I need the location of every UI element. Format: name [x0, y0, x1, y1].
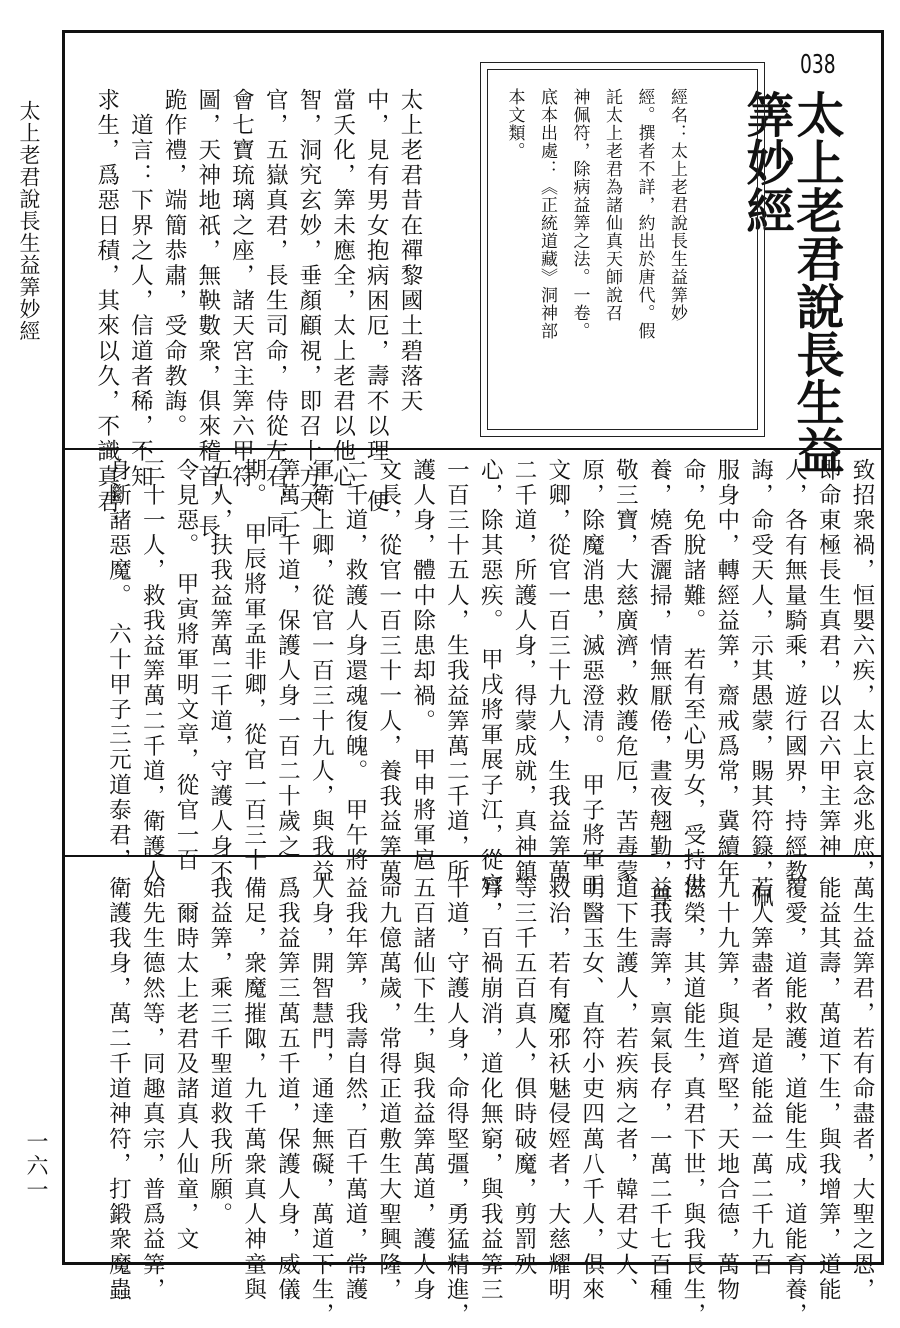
text-column: 萬生益筭君，若有命盡者，大聖之恩，: [849, 876, 875, 1303]
text-column: 文長，從官一百三十一人，養我益筭萬: [375, 458, 402, 885]
text-column: 身斷諸惡魔。 六十甲子三元道泰君，: [105, 458, 132, 874]
text-column: 筭萬二千道，保護人身一百二十歲之: [274, 458, 301, 860]
text-column: 跪作禮，端簡恭肅，受命教誨。: [161, 88, 188, 440]
text-column: 致招衆禍，恒嬰六疾，太上哀念兆庶，: [849, 458, 875, 885]
text-column: 殍，百禍崩消，道化無窮，與我益筭三: [477, 876, 504, 1303]
text-column: 覆愛，道能救護，道能生成，道能育養，: [781, 876, 808, 1328]
text-column: 即命東極長生真君，以召六甲主筭神: [815, 458, 842, 860]
text-column: 五百諸仙下生，與我益筭萬道，護人身: [409, 876, 436, 1303]
text-column: 始先生德然等，同趣真宗，普爲益筭，: [139, 876, 166, 1303]
text-column: 智，洞究玄妙，垂顏顧視，即召十方天: [295, 88, 322, 515]
text-column: 經。撰者不詳，約出於唐代。假: [634, 88, 655, 340]
text-column: 求生，爲惡日積，其來以久，不識真君，: [93, 88, 120, 540]
text-column: 人，各有無量騎乘，遊行國界，持經教: [781, 458, 808, 885]
text-column: 令見惡。 甲寅將軍明文章，從官一百: [173, 458, 199, 874]
text-column: 當夭化，筭未應全，太上老君以他心: [329, 88, 356, 490]
title-line-2: 筭妙經: [738, 90, 794, 234]
text-column: 命九億萬歲，常得正道敷生大聖興隆，: [375, 876, 402, 1303]
page-number: 一六一: [23, 1130, 48, 1202]
text-column: 三十一人，救我益筭萬二千道，衛護人: [139, 458, 166, 885]
text-column: 道下生護人，若疾病之者，韓君丈人、: [612, 876, 639, 1303]
text-column: 道言：下界之人，信道者稀，不知: [127, 88, 154, 490]
text-column: 爾時太上老君及諸真人仙童，文: [173, 876, 199, 1253]
text-column: 太上老君昔在禪黎國土碧落天: [397, 88, 423, 415]
text-column: 爲我益筭三萬五千道，保護人身，威儀: [274, 876, 301, 1303]
text-column: 期。 甲辰將軍孟非卿，從官一百三十: [240, 458, 267, 874]
text-column: 經名：太上老君說長生益筭妙: [667, 88, 687, 322]
text-column: 益我壽筭，禀氣長存，一萬二千七百種: [646, 876, 673, 1303]
text-column: 底本出處：《正統道藏》洞神部: [537, 88, 557, 340]
title-line-1: 太上老君說長生益: [788, 90, 844, 474]
text-column: 等三千五百真人，俱時破魔，剪罰殃: [511, 876, 537, 1278]
text-column: 圖，天神地祇，無鞅數衆，俱來稽首，長: [194, 88, 221, 540]
text-column: 會七寶琉璃之座，諸天宮主筭六甲符: [228, 88, 255, 490]
text-column: 若人筭盡者，是道能益一萬二千九百: [747, 876, 774, 1278]
text-column: 益我年筭，我壽自然，百千萬道，常護: [342, 876, 368, 1303]
text-column: 官，五嶽真君，長生司命，侍從左右，同: [262, 88, 289, 540]
text-column: 備足，衆魔摧陬，九千萬衆真人神童與: [240, 876, 267, 1303]
text-column: 二千道，所護人身，得蒙成就，真神鎮: [511, 458, 537, 885]
text-column: 中，見有男女抱病困厄，壽不以理，便: [363, 88, 390, 515]
text-column: 救治，若有魔邪袄魅侵娙者，大慈耀明: [544, 876, 571, 1303]
text-column: 滋榮，其道能生，真君下世，與我長生，: [680, 876, 706, 1328]
text-column: 千道，守護人身，命得堅彊，勇猛精進，: [443, 876, 470, 1328]
text-column: 文卿，從官一百三十九人，生我益筭萬: [544, 458, 571, 885]
text-column: 二千道，救護人身還魂復魄。 甲午將: [342, 458, 368, 874]
text-column: 敬三寶，大慈廣濟，救護危厄，苦毒蒙: [612, 458, 639, 885]
text-column: 本文類。: [504, 88, 525, 160]
text-column: 服身中，轉經益筭，齋戒爲常，冀續年: [713, 458, 740, 885]
text-column: 命，免脫諸難。 若有至心男女，受持供: [680, 458, 706, 899]
text-column: 護人身，體中除患却禍。 甲申將軍扈: [409, 458, 436, 874]
text-column: 九十九筭，與道齊堅，天地合德，萬物: [713, 876, 740, 1303]
row-divider-1: [62, 448, 884, 450]
running-title: 太上老君說長生益筭妙經: [17, 100, 41, 342]
text-column: 原，除魔消患，滅惡澄清。 甲子將軍王: [578, 458, 605, 899]
text-column: 神佩符，除病益筭之法。一卷。: [569, 88, 590, 340]
text-column: 託太上老君為諸仙真天師說召: [602, 88, 622, 322]
text-column: 心，除其惡疾。 甲戌將軍展子江，從官: [477, 458, 504, 899]
text-column: 五人，扶我益筭萬二千道，守護人身不: [206, 458, 233, 885]
text-column: 養，燒香灑掃，情無厭倦，晝夜翹勤，尊: [646, 458, 673, 910]
text-column: 明醫玉女、直符小吏四萬八千人，俱來: [578, 876, 605, 1303]
text-column: 能益其壽，萬道下生，與我增筭，道能: [815, 876, 842, 1303]
section-number: 038: [800, 50, 836, 80]
text-column: 人身，開智慧門，通達無礙，萬道下生，: [308, 876, 335, 1328]
text-column: 軍衛上卿，從官一百三十九人，與我益: [308, 458, 335, 885]
text-column: 衛護我身，萬二千道神符，打鍛衆魔蟲: [105, 876, 132, 1303]
text-column: 誨，命受天人，示其愚蒙，賜其符籙，佩: [747, 458, 774, 910]
text-column: 一百三十五人，生我益筭萬二千道，所: [443, 458, 470, 885]
text-column: 我益筭，乘三千聖道救我所願。: [206, 876, 233, 1228]
